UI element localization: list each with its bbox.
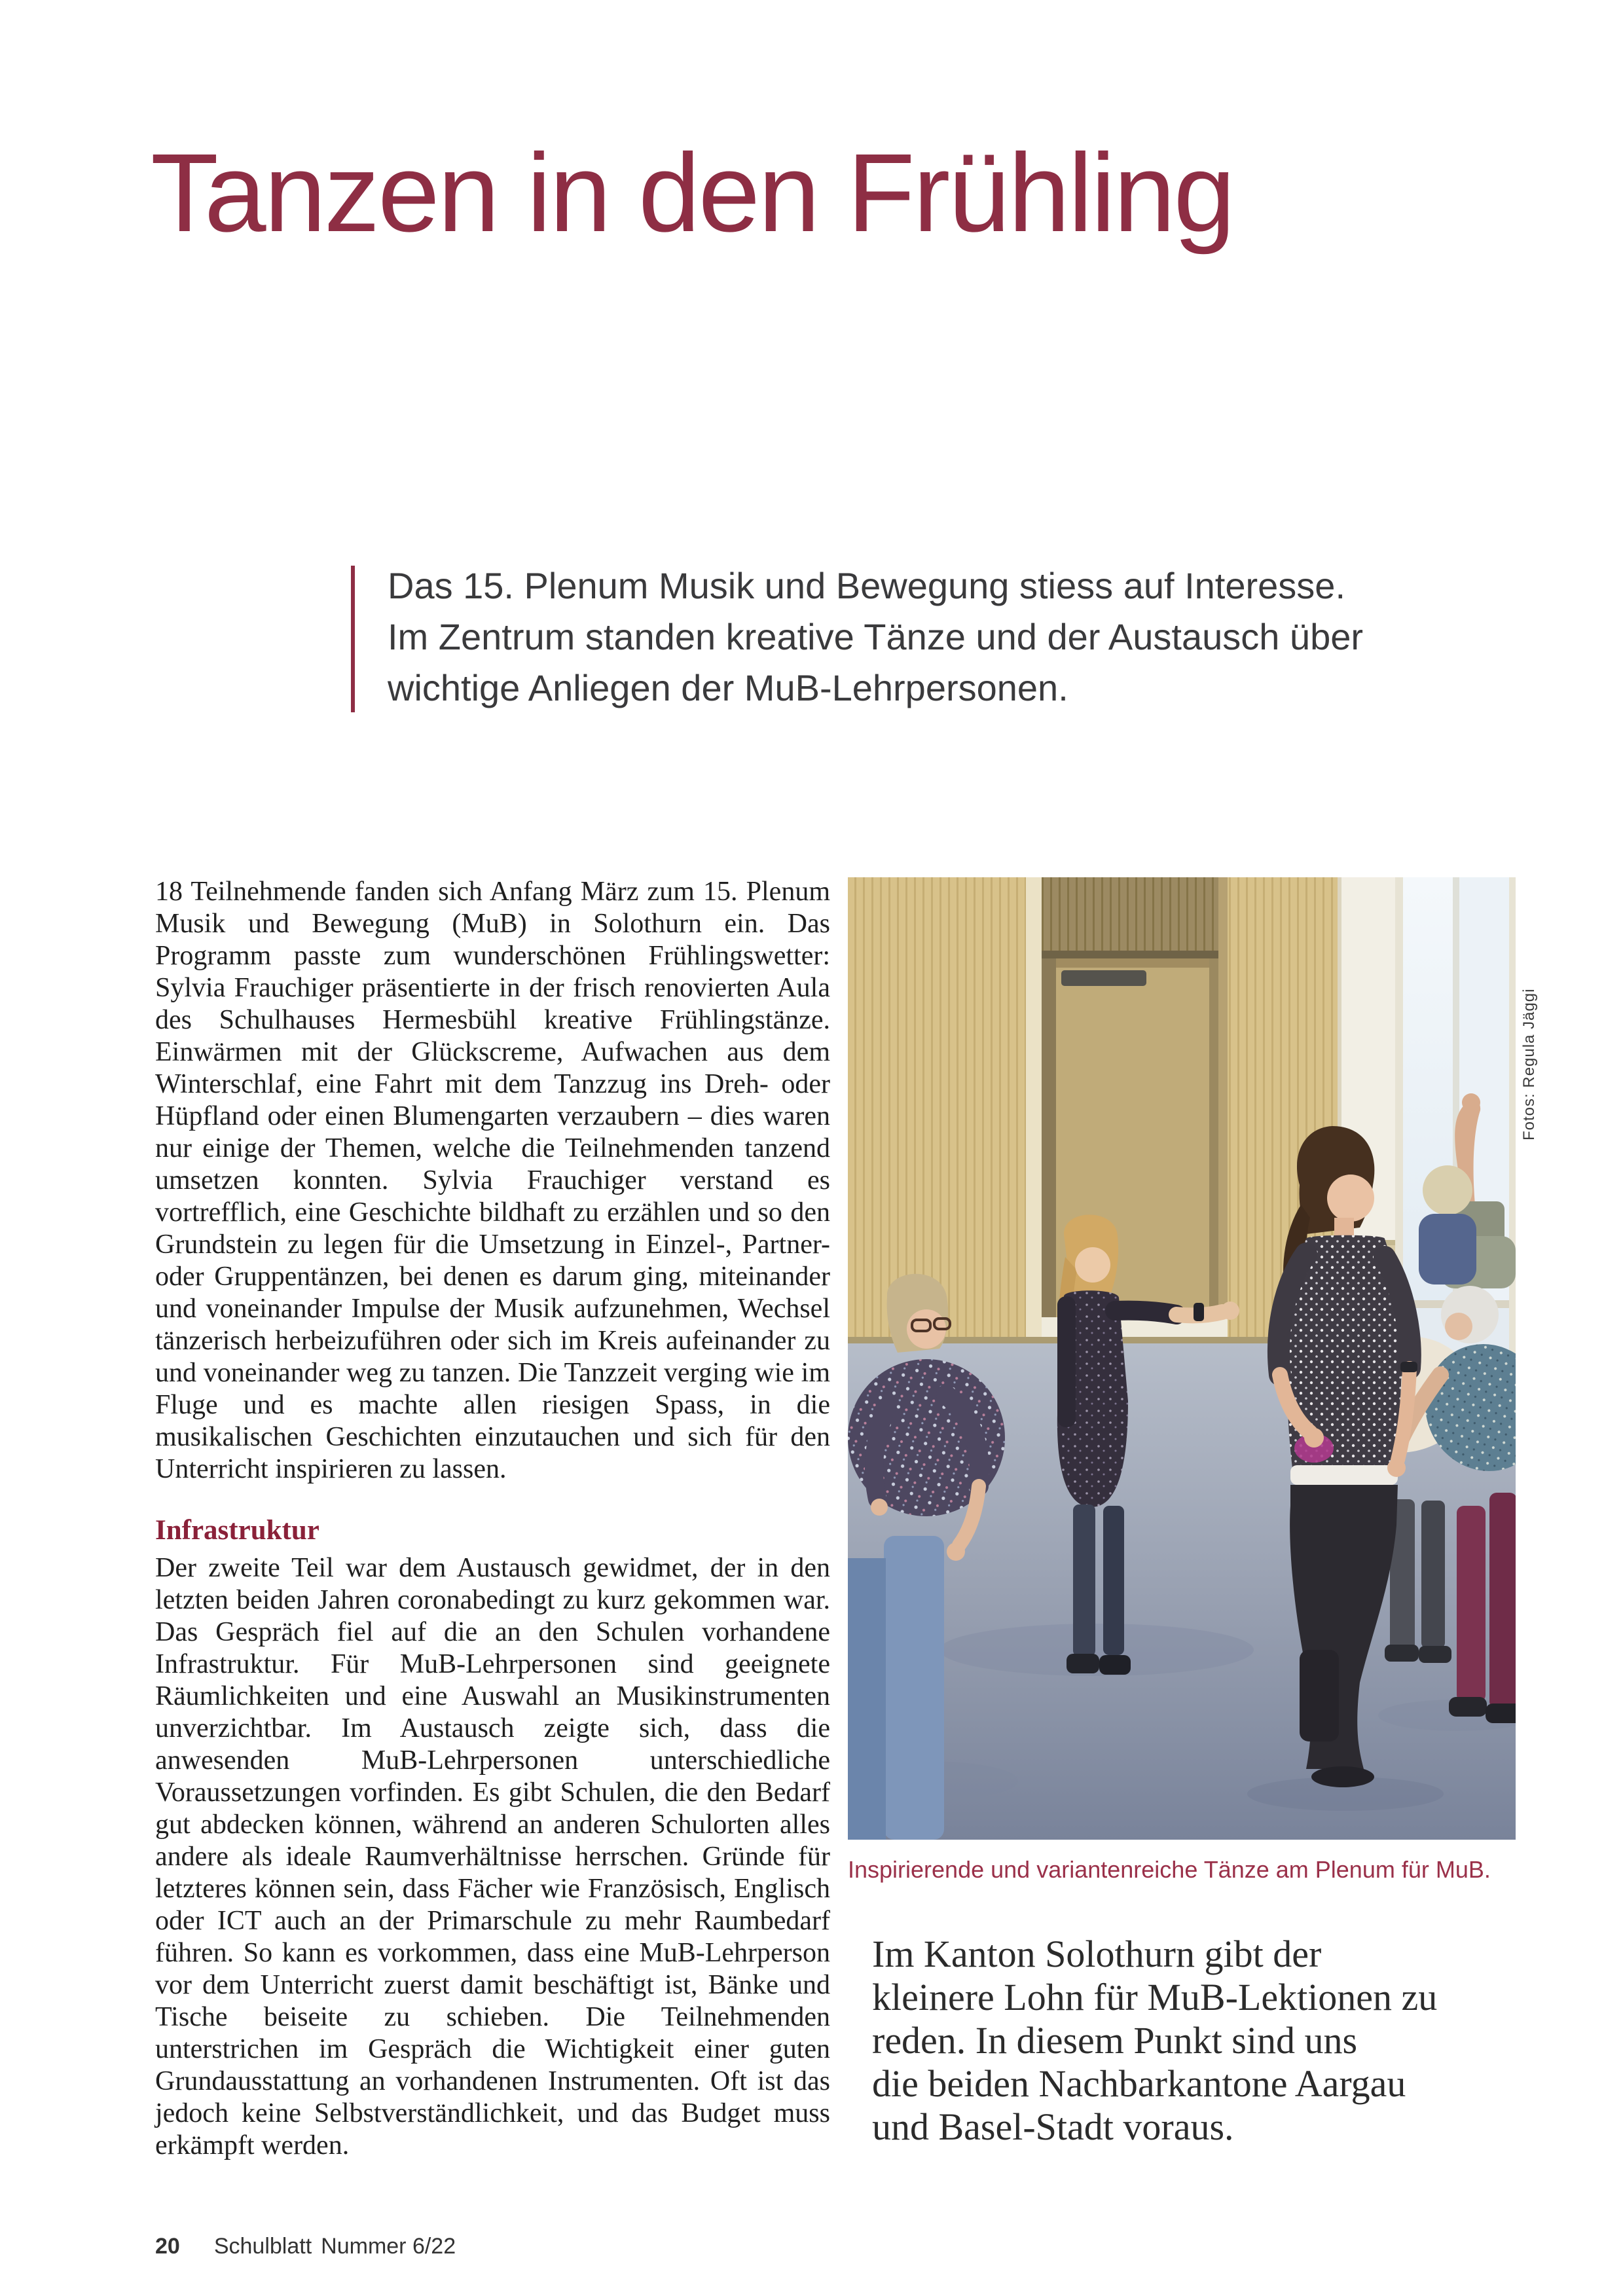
photo-caption: Inspirierende und variantenreiche Tänze am Plenum für MuB. bbox=[848, 1856, 1491, 1883]
page-footer bbox=[155, 2234, 456, 2259]
article-title: Tanzen in den Frühling bbox=[151, 131, 1234, 255]
article-body-column bbox=[155, 876, 830, 2162]
dancer-blonde-bun bbox=[1419, 1165, 1476, 1285]
body-paragraph-1: 18 Teilnehmende fanden sich Anfang März zum 15. Plenum Musik und Bewegung (MuB) in Solothurn ein. Das Programm passte zum wunderschönen Frühlingswetter: Sylvia Frauchiger präsentierte in der frisch renovierten Aula des Schulhauses Hermesbühl kreative Frühlingstänze. Einwärmen mit der Glückscreme, Aufwachen aus dem Winterschlaf, eine Fahrt mit dem Tanzzug ins Dreh- oder Hüpfland oder einen Blumengarten verzaubern – dies waren nur einige der Themen, welche die Teilnehmenden tanzend umsetzen konnten. Sylvia Frauchiger verstand es vortrefflich, eine Geschichte bildhaft zu erzählen und so den Grundstein zu legen für die Umsetzung in Einzel-, Partner- oder Gruppentänzen, bei denen es darum ging, miteinander und voneinander Impulse der Musik aufzunehmen, Wechsel tänzerisch herbeizuführen oder sich im Kreis aufeinander zu und voneinander weg zu tanzen. Die Tanzzeit verging wie im Fluge und es machte allen riesigen Spass, in die musikalischen Geschichten einzutauchen und sich für den Unterricht inspirieren zu lassen. bbox=[155, 877, 830, 1484]
magazine-name: Schulblatt bbox=[213, 2234, 312, 2259]
photo-illustration bbox=[848, 877, 1516, 1840]
lead-accent-bar bbox=[351, 566, 355, 712]
lead-text: Das 15. Plenum Musik und Bewegung stiess auf Interesse. Im Zentrum standen kreative Tänze und der Austausch über wichtige Anliegen der MuB-Lehrpersonen. bbox=[388, 565, 1364, 708]
issue-number: Nummer 6/22 bbox=[321, 2234, 456, 2259]
photo-credit: Fotos: Regula Jäggi bbox=[1520, 988, 1538, 1140]
pull-quote: Im Kanton Solothurn gibt der kleinere Lohn für MuB-Lektionen zu reden. In diesem Punkt sind uns die beiden Nachbarkantone Aargau und Basel-Stadt voraus. bbox=[872, 1933, 1438, 2148]
section-heading: Infrastruktur bbox=[155, 1515, 319, 1546]
page-number: 20 bbox=[155, 2234, 180, 2259]
article-photo bbox=[848, 877, 1516, 1884]
body-paragraph-2: Der zweite Teil war dem Austausch gewidmet, der in den letzten beiden Jahren coronabedingt zu kurz gekommen war. Das Gespräch fiel auf die an den Schulen vorhandene Infrastruktur. Für MuB-Lehrpersonen sind geeignete Räumlichkeiten und eine Auswahl an Musikinstrumenten unverzichtbar. Im Austausch zeigte sich, dass die anwesenden MuB-Lehrpersonen unterschiedliche Voraussetzungen vorfinden. Es gibt Schulen, die den Bedarf gut abdecken können, während an anderen Schulorten alles andere als ideale Raumverhältnisse herrschen. Gründe für letzteres können sein, dass Fächer wie Französisch, Englisch oder ICT auch an der Primarschule zu mehr Raumbedarf führen. So kann es vorkommen, dass eine MuB-Lehrperson vor dem Unterricht zuerst damit beschäftigt ist, Bänke und Tische beiseite zu schieben. Die Teilnehmenden unterstrichen im Gespräch die Wichtigkeit einer guten Grundausstattung an vorhandenen Instrumenten. Oft ist das jedoch keine Selbstverständlichkeit, und das Budget muss erkämpft werden. bbox=[155, 1553, 830, 2160]
